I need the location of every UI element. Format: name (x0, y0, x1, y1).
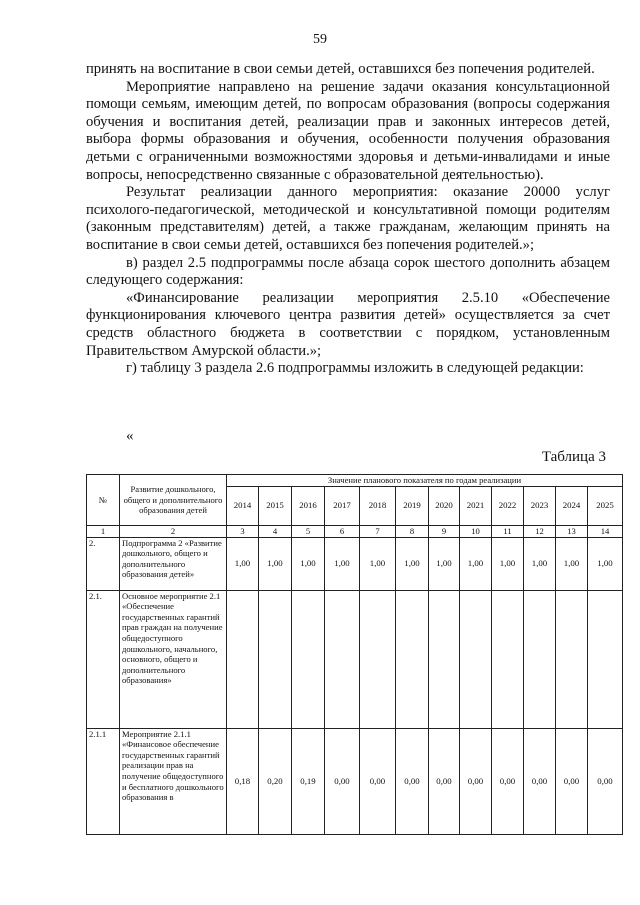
column-number-row (87, 525, 623, 537)
paragraph-5: «Финансирование реализации мероприятия 2.5.10 «Обеспечение функционирования ключевого центра развития детей» осуществляется за счет средств областного бюджета в соответствии с порядком, установленным Правительством Амурской области.»; (86, 289, 610, 359)
table-caption: Таблица 3 (541, 449, 606, 465)
paragraph-3: Результат реализации данного мероприятия: оказание 20000 услуг психолого-педагогической, методической и консультативной помощи родителям (законным представителям) детей, а также гражданам, желающим принять на воспитание в свои семьи детей, оставшихся без попечения родителей.»; (86, 184, 610, 253)
column-number: 6 (325, 525, 360, 537)
table-row (87, 537, 623, 590)
row-name: Мероприятие 2.1.1 «Финансовое обеспечение государственных гарантий реализации прав на получение общедоступного и бесплатного дошкольного образования в (120, 728, 227, 834)
year-header: 2020 (429, 486, 460, 525)
value-cell (460, 590, 492, 728)
value-cell (325, 590, 360, 728)
value-cell: 0,00 (396, 728, 429, 834)
value-cell: 1,00 (556, 537, 588, 590)
column-number: 10 (460, 525, 492, 537)
year-header: 2016 (292, 486, 325, 525)
value-cell (227, 590, 259, 728)
year-header: 2024 (556, 486, 588, 525)
value-cell (360, 590, 396, 728)
table-row (87, 728, 623, 834)
value-cell: 1,00 (292, 537, 325, 590)
row-number: 2. (87, 537, 120, 590)
row-name: Подпрограмма 2 «Развитие дошкольного, общего и дополнительного образования детей» (120, 537, 227, 590)
year-header: 2015 (259, 486, 292, 525)
header-values: Значение планового показателя по годам реализации (227, 475, 623, 487)
column-number: 13 (556, 525, 588, 537)
value-cell: 1,00 (325, 537, 360, 590)
column-number: 14 (588, 525, 623, 537)
year-header: 2018 (360, 486, 396, 525)
value-cell: 1,00 (524, 537, 556, 590)
value-cell (396, 590, 429, 728)
value-cell: 0,00 (556, 728, 588, 834)
value-cell (524, 590, 556, 728)
table-row (87, 590, 623, 728)
year-header: 2017 (325, 486, 360, 525)
value-cell: 0,00 (524, 728, 556, 834)
value-cell: 0,00 (588, 728, 623, 834)
column-number: 7 (360, 525, 396, 537)
page-number: 59 (313, 32, 327, 47)
column-number: 1 (87, 525, 120, 537)
column-number: 12 (524, 525, 556, 537)
value-cell: 0,00 (325, 728, 360, 834)
value-cell: 0,00 (360, 728, 396, 834)
value-cell: 1,00 (429, 537, 460, 590)
column-number: 8 (396, 525, 429, 537)
value-cell: 1,00 (588, 537, 623, 590)
body-text (86, 61, 610, 378)
value-cell (259, 590, 292, 728)
year-header: 2021 (460, 486, 492, 525)
header-no: № (87, 475, 120, 526)
header-name: Развитие дошкольного, общего и дополнительного образования детей (120, 475, 227, 526)
row-name: Основное мероприятие 2.1 «Обеспечение государственных гарантий прав граждан на получение общедоступного дошкольного, начального, основного, общего и дополнительного образования» (120, 590, 227, 728)
value-cell (588, 590, 623, 728)
indicator-table (86, 474, 623, 835)
year-header: 2019 (396, 486, 429, 525)
value-cell: 1,00 (259, 537, 292, 590)
value-cell: 1,00 (492, 537, 524, 590)
value-cell: 1,00 (460, 537, 492, 590)
column-number: 2 (120, 525, 227, 537)
column-number: 4 (259, 525, 292, 537)
year-header: 2022 (492, 486, 524, 525)
value-cell (292, 590, 325, 728)
column-number: 11 (492, 525, 524, 537)
year-header: 2023 (524, 486, 556, 525)
value-cell: 0,00 (429, 728, 460, 834)
column-number: 9 (429, 525, 460, 537)
value-cell: 1,00 (396, 537, 429, 590)
paragraph-4: в) раздел 2.5 подпрограммы после абзаца сорок шестого дополнить абзацем следующего содержания: (86, 254, 610, 289)
row-number: 2.1.1 (87, 728, 120, 834)
value-cell: 1,00 (227, 537, 259, 590)
year-header: 2014 (227, 486, 259, 525)
value-cell: 0,00 (492, 728, 524, 834)
year-header: 2025 (588, 486, 623, 525)
value-cell: 1,00 (360, 537, 396, 590)
value-cell: 0,00 (460, 728, 492, 834)
row-number: 2.1. (87, 590, 120, 728)
column-number: 5 (292, 525, 325, 537)
paragraph-2: Мероприятие направлено на решение задачи оказания консультационной помощи семьям, имеющим детей, по вопросам образования (вопросы содержания обучения и воспитания детей, реализации прав и законных интересов детей, выбора формы образования и обучения, особенности получения образования детьми с ограниченными возможностями здоровья и детьми-инвалидами и иные вопросы, непосредственно связанные с образовательной деятельностью). (86, 78, 610, 183)
paragraph-6: г) таблицу 3 раздела 2.6 подпрограммы изложить в следующей редакции: (126, 360, 584, 377)
value-cell: 0,19 (292, 728, 325, 834)
value-cell: 0,18 (227, 728, 259, 834)
column-number: 3 (227, 525, 259, 537)
value-cell (429, 590, 460, 728)
paragraph-1: принять на воспитание в свои семьи детей, оставшихся без попечения родителей. (86, 61, 595, 77)
value-cell (492, 590, 524, 728)
value-cell (556, 590, 588, 728)
opening-quote: « (126, 428, 134, 444)
value-cell: 0,20 (259, 728, 292, 834)
